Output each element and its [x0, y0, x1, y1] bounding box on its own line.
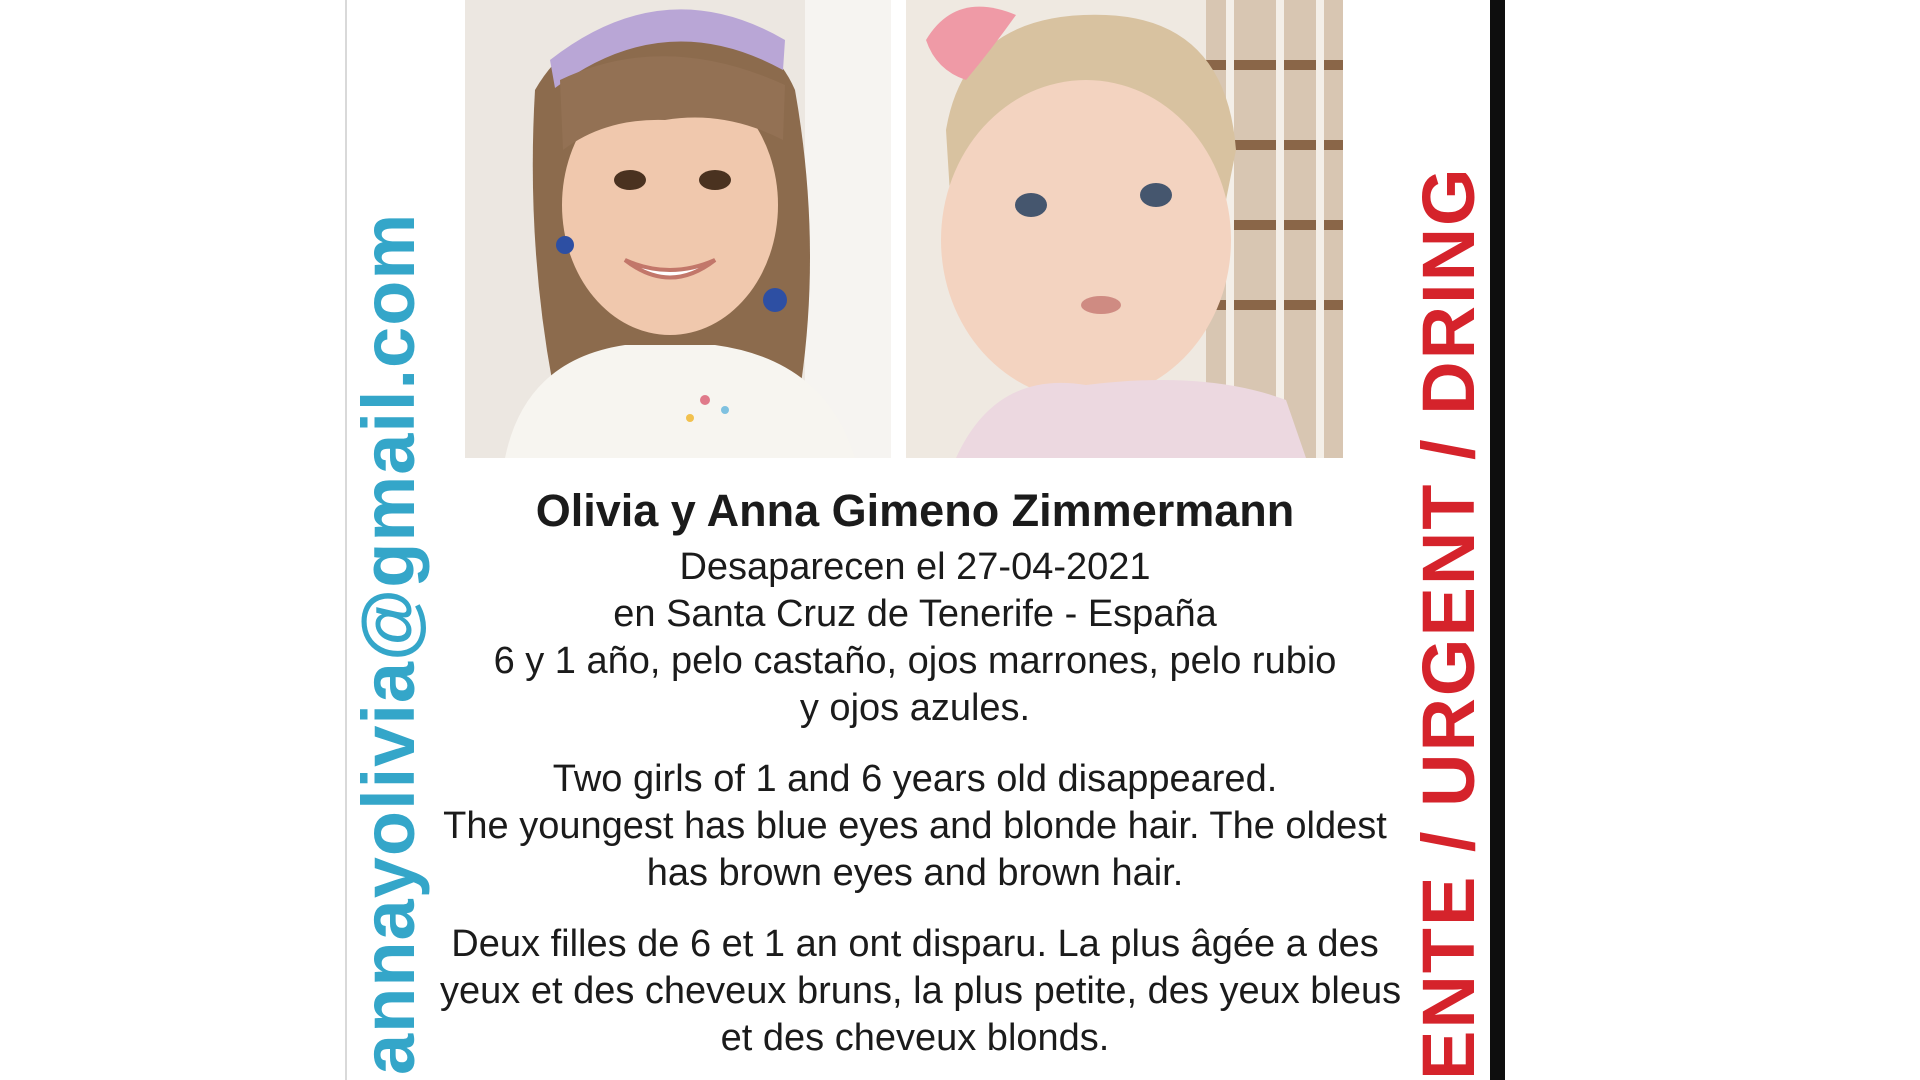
spanish-description — [440, 544, 1390, 732]
photo-anna — [906, 0, 1343, 458]
english-line: The youngest has blue eyes and blonde hair. The oldest — [443, 805, 1387, 847]
contact-email[interactable]: annayolivia@gmail.com — [347, 212, 430, 1075]
spanish-line: y ojos azules. — [799, 687, 1031, 729]
paragraph-spacer — [440, 897, 1390, 921]
paragraph-spacer — [440, 732, 1390, 756]
french-line: yeux et des cheveux bruns, la plus petite, des yeux bleus — [440, 970, 1402, 1012]
english-line: Two girls of 1 and 6 years old disappeared. — [552, 758, 1278, 800]
anna-portrait-image — [906, 0, 1343, 458]
missing-names-heading: Olivia y Anna Gimeno Zimmermann — [535, 485, 1295, 536]
french-description — [440, 921, 1402, 1062]
spanish-line: en Santa Cruz de Tenerife - España — [613, 593, 1217, 635]
spanish-line: Desaparecen el 27-04-2021 — [679, 546, 1151, 588]
olivia-portrait-image — [465, 0, 891, 458]
french-line: Deux filles de 6 et 1 an ont disparu. La plus âgée a des — [451, 923, 1379, 965]
poster-text — [440, 482, 1402, 1062]
english-line: has brown eyes and brown hair. — [646, 852, 1184, 894]
photo-olivia — [465, 0, 891, 458]
french-line: et des cheveux blonds. — [720, 1017, 1110, 1059]
urgent-banner: ENTE / URGENT / DRING — [1407, 166, 1490, 1080]
spanish-line: 6 y 1 año, pelo castaño, ojos marrones, pelo rubio — [493, 640, 1337, 682]
english-description — [440, 756, 1390, 897]
poster-right-edge — [1490, 0, 1505, 1080]
